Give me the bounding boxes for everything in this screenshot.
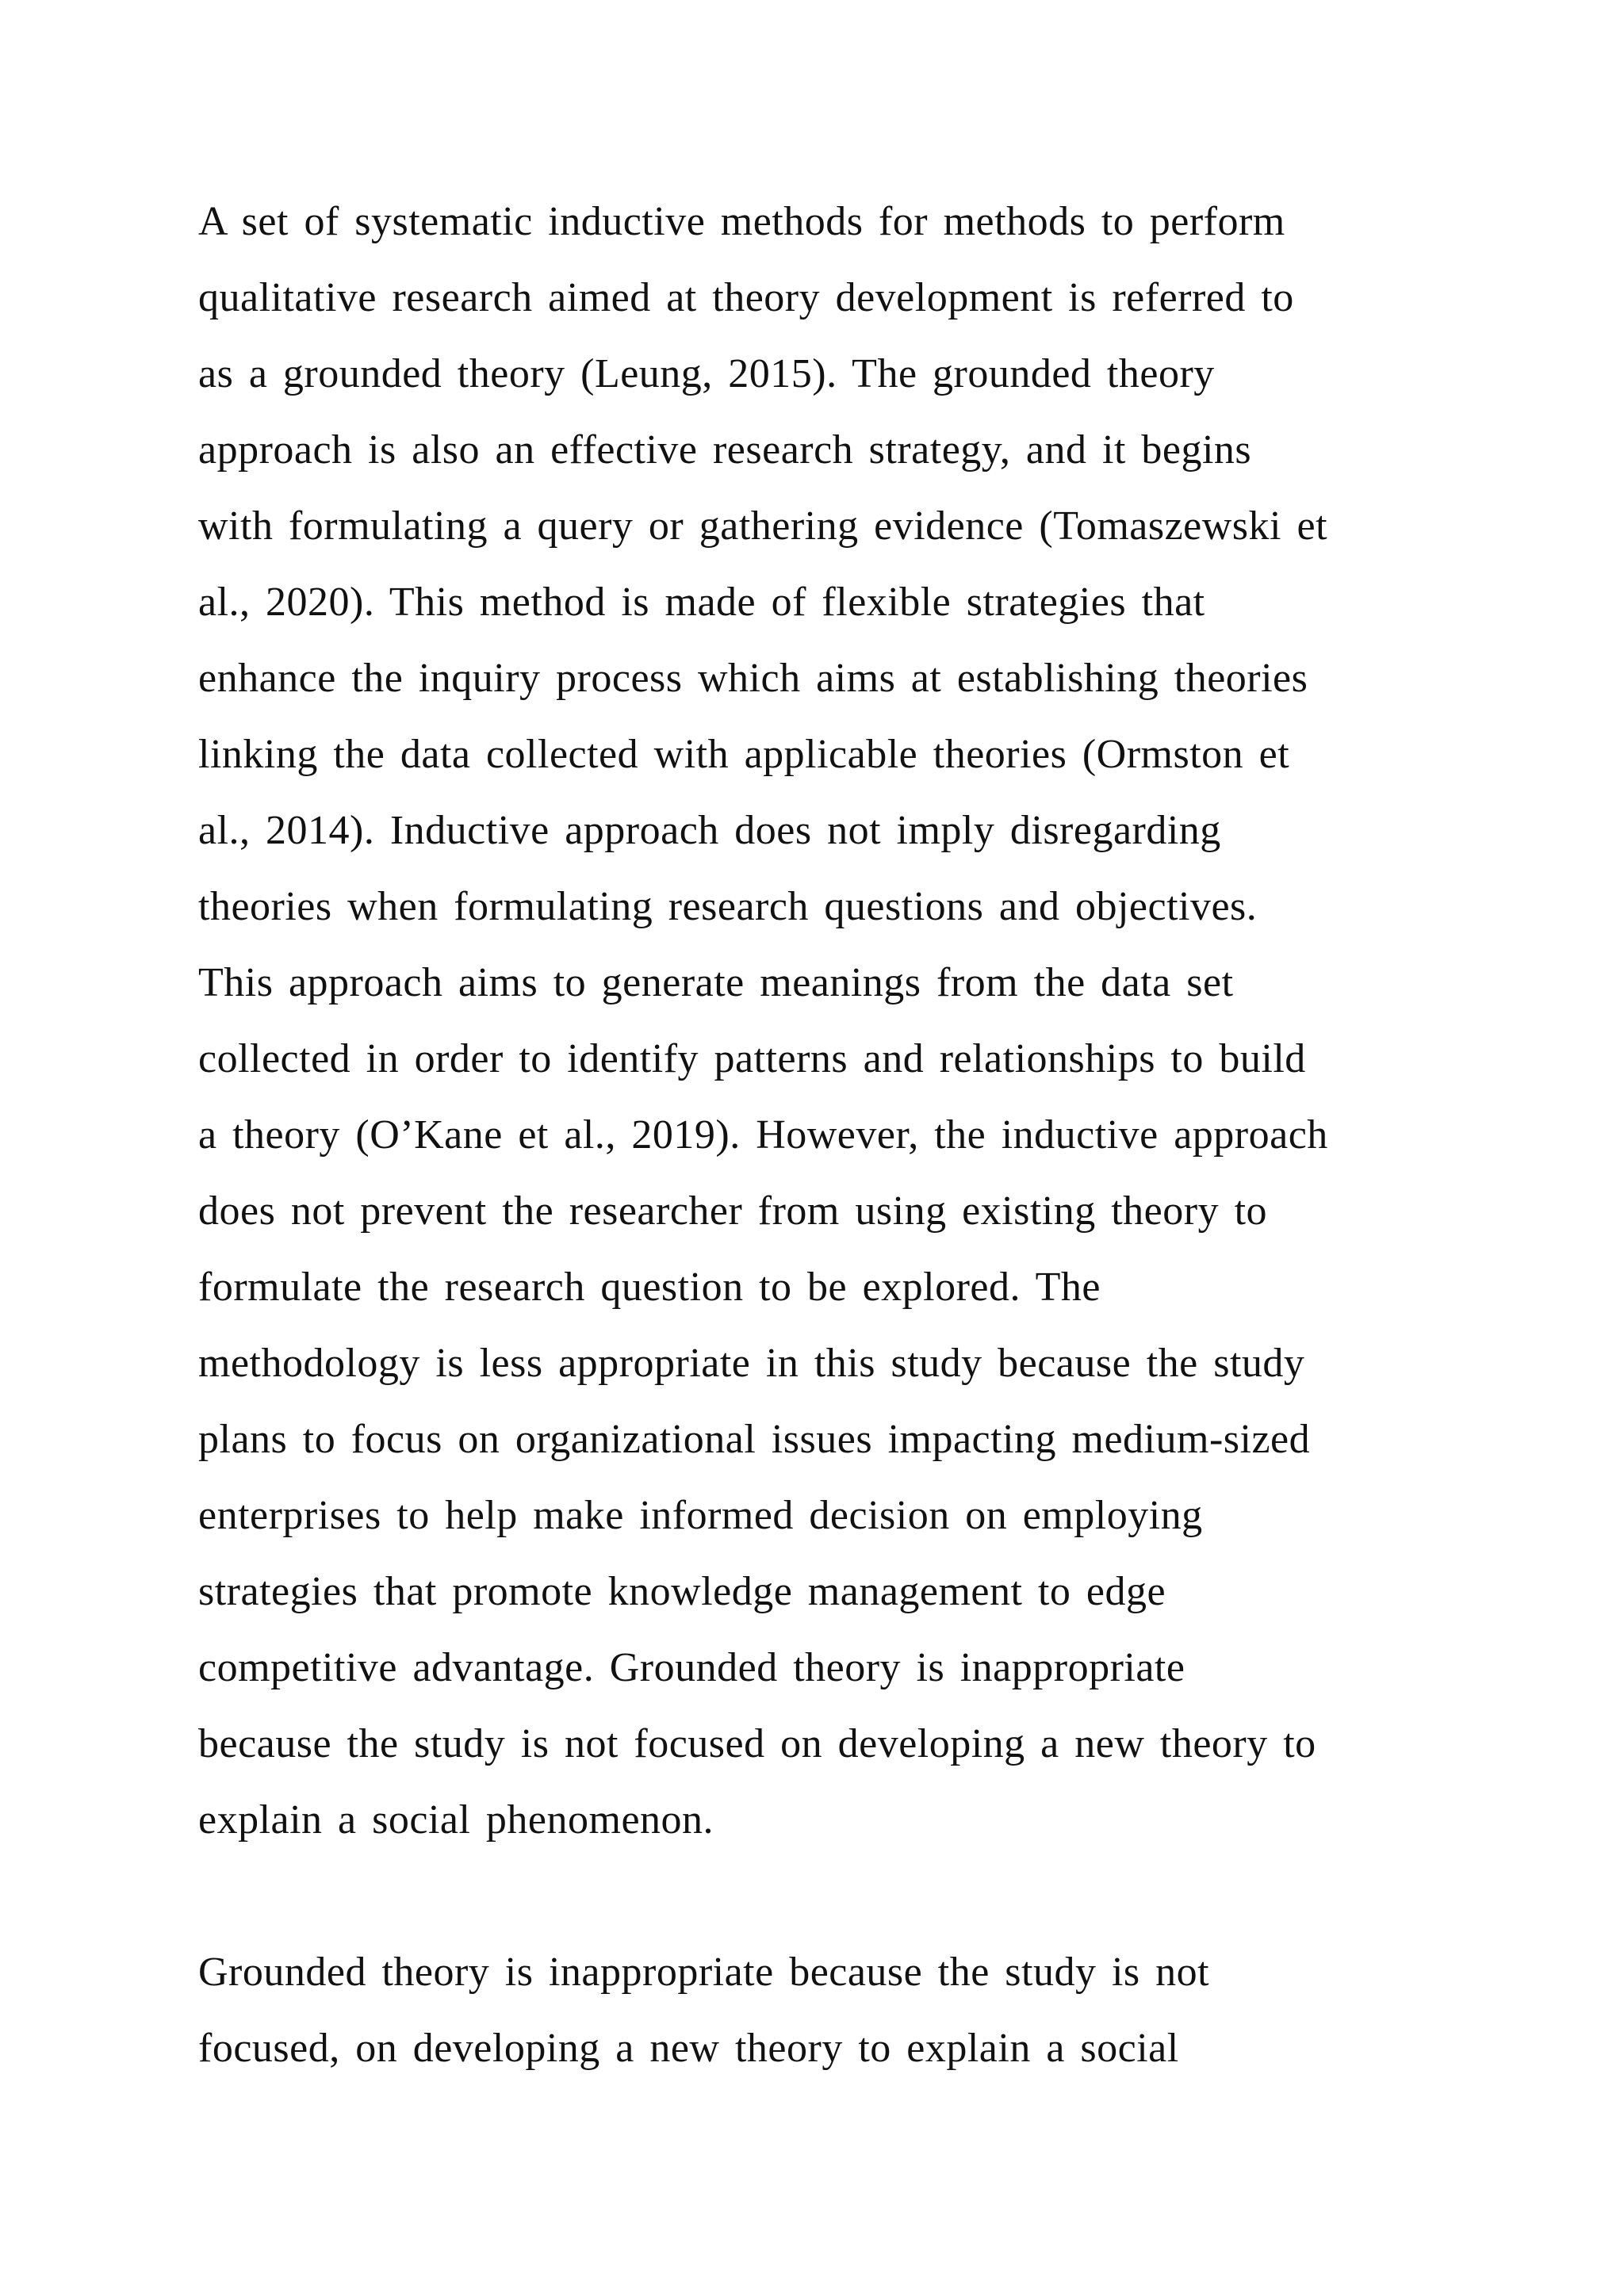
text-line: enterprises to help make informed decision on employing <box>198 1493 1203 1538</box>
paragraph-1 <box>198 184 1467 1858</box>
text-line: al., 2020). This method is made of flexible strategies that <box>198 580 1205 625</box>
text-line: plans to focus on organizational issues impacting medium-sized <box>198 1417 1311 1462</box>
text-line: Grounded theory is inappropriate because the study is not <box>198 1950 1210 1995</box>
text-line: A set of systematic inductive methods for methods to perform <box>198 199 1285 244</box>
text-line: methodology is less appropriate in this study because the study <box>198 1341 1305 1386</box>
text-line: a theory (O’Kane et al., 2019). However, the inductive approach <box>198 1112 1328 1158</box>
text-line: explain a social phenomenon. <box>198 1797 714 1843</box>
paragraph-2 <box>198 1934 1467 2087</box>
text-line: qualitative research aimed at theory development is referred to <box>198 275 1294 320</box>
text-line: linking the data collected with applicable theories (Ormston et <box>198 732 1290 777</box>
text-line: approach is also an effective research strategy, and it begins <box>198 427 1252 473</box>
text-line: does not prevent the researcher from using existing theory to <box>198 1188 1268 1234</box>
text-line: strategies that promote knowledge management to edge <box>198 1569 1166 1614</box>
text-line: formulate the research question to be explored. The <box>198 1265 1101 1310</box>
text-line: al., 2014). Inductive approach does not imply disregarding <box>198 808 1221 853</box>
text-line: focused, on developing a new theory to explain a social <box>198 2026 1179 2071</box>
text-line: competitive advantage. Grounded theory is inappropriate <box>198 1645 1185 1690</box>
text-line: enhance the inquiry process which aims at establishing theories <box>198 656 1308 701</box>
text-line: collected in order to identify patterns and relationships to build <box>198 1036 1306 1081</box>
text-line: with formulating a query or gathering evidence (Tomaszewski et <box>198 503 1328 549</box>
text-line: because the study is not focused on developing a new theory to <box>198 1721 1316 1766</box>
text-line: as a grounded theory (Leung, 2015). The grounded theory <box>198 351 1215 396</box>
text-line: This approach aims to generate meanings from the data set <box>198 960 1234 1005</box>
text-line: theories when formulating research questions and objectives. <box>198 884 1258 929</box>
